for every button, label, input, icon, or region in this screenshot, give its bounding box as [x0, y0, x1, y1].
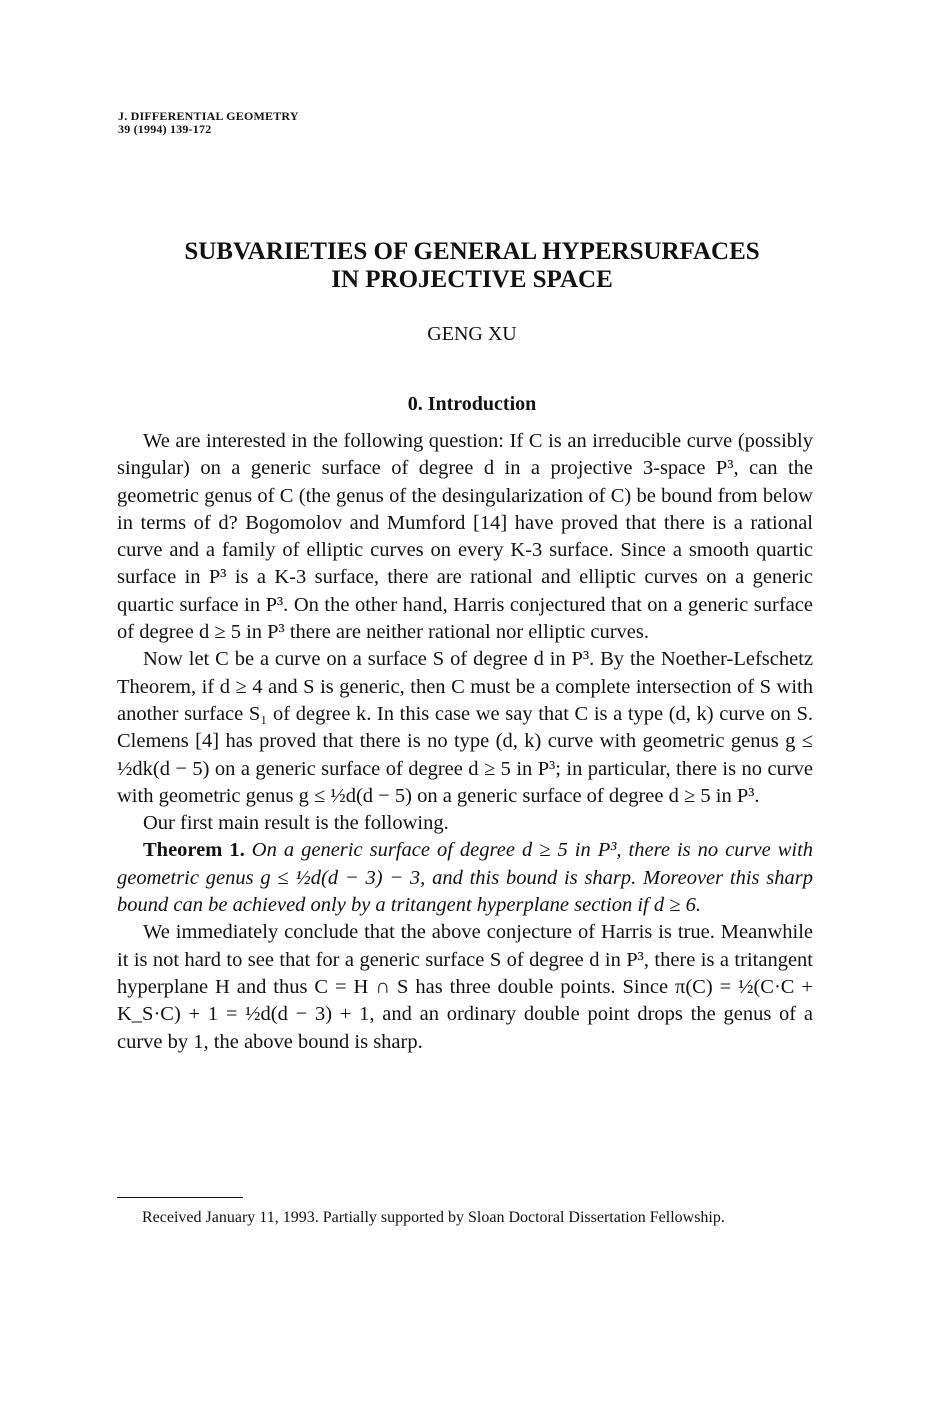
footnote: Received January 11, 1993. Partially supported by Sloan Doctoral Dissertation Fellowship. — [142, 1209, 725, 1226]
paragraph-intro: We are interested in the following question: If C is an irreducible curve (possibly singular) on a generic surface of degree d in a projective 3-space P³, can the geometric genus of C (the genus of the desingularization of C) be bound from below in terms of d? Bogomolov and Mumford [14] have proved that there is a rational curve and a family of elliptic curves on every K-3 surface. Since a smooth quartic surface in P³ is a K-3 surface, there are rational and elliptic curves on a generic quartic surface in P³. On the other hand, Harris conjectured that on a generic surface of degree d ≥ 5 in P³ there are neither rational nor elliptic curves. — [117, 430, 813, 644]
title-line-2: IN PROJECTIVE SPACE — [331, 266, 613, 293]
journal-header — [118, 110, 299, 136]
paragraph-first-result: Our first main result is the following. — [143, 812, 449, 835]
theorem-text: On a generic surface of degree d ≥ 5 in P³, there is no curve with geometric genus g ≤ ½d(d − 3) − 3, and this bound is sharp. Moreover this sharp bound can be achieved only by a tritangent hyperplane section if d ≥ 6. — [117, 839, 814, 917]
theorem-label: Theorem 1. — [143, 839, 245, 862]
journal-volume: 39 (1994) 139-172 — [118, 122, 212, 136]
title-line-1: SUBVARIETIES OF GENERAL HYPERSURFACES — [184, 238, 760, 265]
paragraph-conclusion: We immediately conclude that the above conjecture of Harris is true. Meanwhile it is not hard to see that for a generic surface S of degree d in P³, there is a tritangent hyperplane H and thus C = H ∩ S has three double points. Since π(C) = ½(C·C + K_S·C) + 1 = ½d(d − 3) + 1, and an ordinary double point drops the genus of a curve by 1, the above bound is sharp. — [117, 921, 813, 1053]
section-heading: 0. Introduction — [407, 393, 537, 415]
footnote-rule — [117, 1197, 243, 1198]
body-text — [117, 428, 813, 1056]
journal-name: J. DIFFERENTIAL GEOMETRY — [118, 109, 299, 123]
theorem-1 — [117, 837, 813, 919]
paragraph-noether-lefschetz: Now let C be a curve on a surface S of degree d in P³. By the Noether-Lefschetz Theorem, if d ≥ 4 and S is generic, then C must be a complete intersection of S with another surface S₁ of degree k. In this case we say that C is a type (d, k) curve on S. Clemens [4] has proved that there is no type (d, k) curve with geometric genus g ≤ ½dk(d − 5) on a generic surface of degree d ≥ 5 in P³; in particular, there is no curve with geometric genus g ≤ ½d(d − 5) on a generic surface of degree d ≥ 5 in P³. — [117, 648, 813, 807]
paper-title — [0, 238, 944, 294]
author: GENG XU — [427, 323, 517, 345]
